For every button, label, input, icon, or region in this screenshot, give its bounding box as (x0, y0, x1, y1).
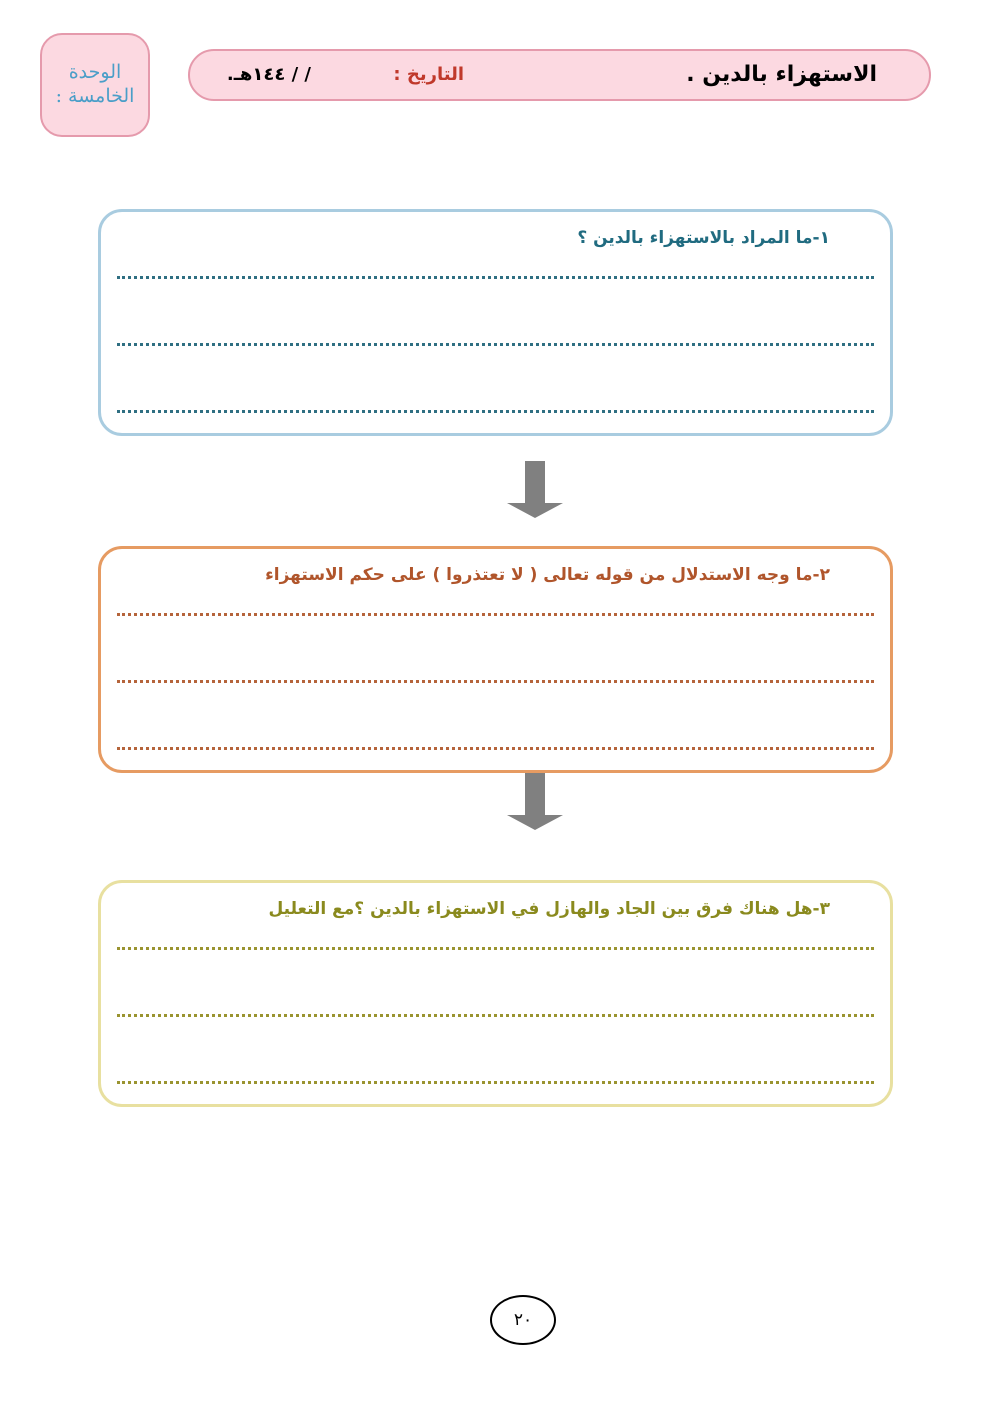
question-1-text: ١-ما المراد بالاستهزاء بالدين ؟ (577, 228, 830, 248)
answer-line[interactable] (117, 1014, 874, 1017)
page-number (490, 1295, 556, 1345)
question-box-3 (98, 880, 893, 1107)
question-box-2 (98, 546, 893, 773)
answer-line[interactable] (117, 276, 874, 279)
date-label: التاريخ : (393, 64, 464, 85)
down-arrow-icon (505, 461, 565, 519)
question-3-text: ٣-هل هناك فرق بين الجاد والهازل في الاستهزاء بالدين ؟مع التعليل (268, 899, 830, 919)
unit-badge (40, 33, 150, 137)
answer-line[interactable] (117, 343, 874, 346)
page-number-text: ٢٠ (513, 1310, 533, 1330)
lesson-title: الاستهزاء بالدين . (686, 62, 877, 87)
answer-line[interactable] (117, 680, 874, 683)
date-field[interactable]: / / ١٤٤هـ. (226, 64, 311, 85)
unit-label-line1: الوحدة (68, 61, 122, 84)
unit-label-line2: الخامسة : (55, 85, 135, 107)
question-box-1 (98, 209, 893, 436)
answer-line[interactable] (117, 1081, 874, 1084)
down-arrow-icon (505, 773, 565, 831)
answer-line[interactable] (117, 613, 874, 616)
question-2-text: ٢-ما وجه الاستدلال من قوله تعالى ( لا تعتذروا ) على حكم الاستهزاء (265, 565, 830, 585)
answer-line[interactable] (117, 947, 874, 950)
lesson-header (188, 49, 931, 101)
answer-line[interactable] (117, 410, 874, 413)
answer-line[interactable] (117, 747, 874, 750)
